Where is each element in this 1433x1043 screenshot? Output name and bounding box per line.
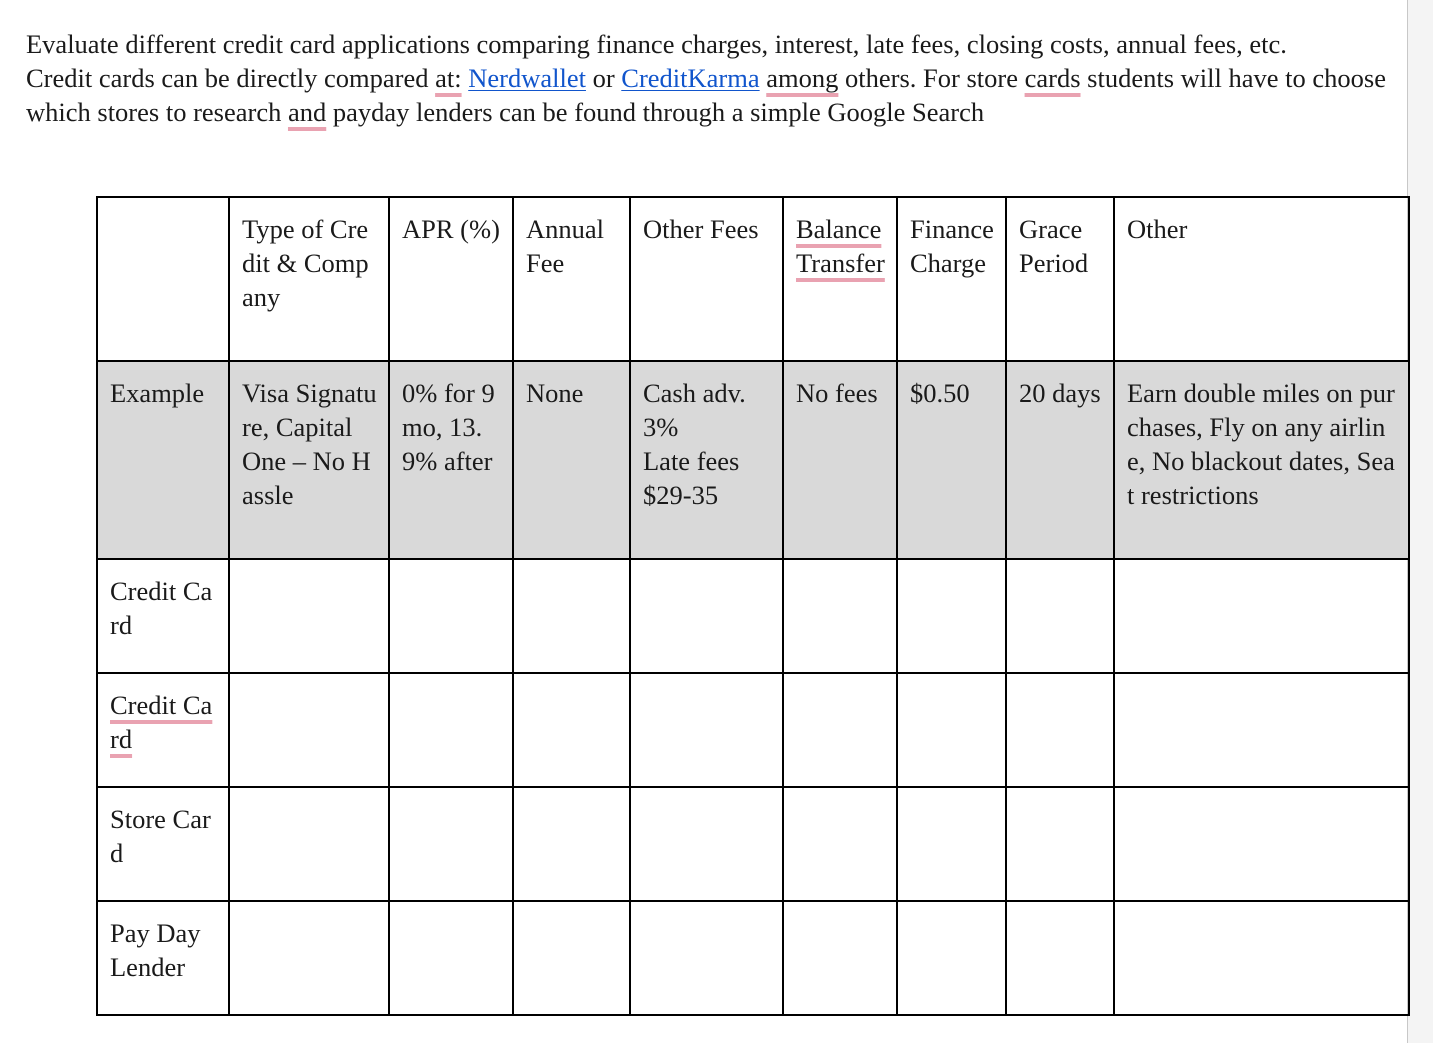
empty-cell[interactable]	[229, 559, 389, 673]
empty-cell[interactable]	[897, 559, 1006, 673]
empty-cell[interactable]	[513, 901, 630, 1015]
instructions-line-2	[26, 61, 1396, 129]
empty-cell[interactable]	[1006, 901, 1114, 1015]
header-cell-grace-period[interactable]: Grace Period	[1006, 197, 1114, 361]
empty-cell[interactable]	[229, 673, 389, 787]
row-label-cell[interactable]: Pay Day Lender	[97, 901, 229, 1015]
instructions-text	[26, 27, 1396, 129]
empty-cell[interactable]	[783, 787, 897, 901]
other-fees-line: Cash adv. 3%	[643, 378, 746, 442]
example-label-cell[interactable]: Example	[97, 361, 229, 559]
empty-cell[interactable]	[513, 559, 630, 673]
empty-cell[interactable]	[1006, 559, 1114, 673]
empty-cell[interactable]	[229, 787, 389, 901]
example-annual-fee-cell[interactable]: None	[513, 361, 630, 559]
empty-cell[interactable]	[783, 901, 897, 1015]
table-row-store-card	[97, 787, 1409, 901]
credit-comparison-table	[96, 196, 1410, 1016]
example-grace-period-cell[interactable]: 20 days	[1006, 361, 1114, 559]
table-row-credit-card-2	[97, 673, 1409, 787]
table-row-credit-card-1	[97, 559, 1409, 673]
spellcheck-word-balance-transfer: Balance Transfer	[796, 214, 885, 278]
header-cell-other[interactable]: Other	[1114, 197, 1409, 361]
table-header-row	[97, 197, 1409, 361]
header-cell-balance-transfer[interactable]	[783, 197, 897, 361]
text-segment: Credit cards can be directly compared	[26, 63, 436, 93]
table-row-pay-day-lender	[97, 901, 1409, 1015]
nerdwallet-link[interactable]: Nerdwallet	[468, 63, 586, 93]
empty-cell[interactable]	[630, 787, 783, 901]
header-cell-other-fees[interactable]: Other Fees	[630, 197, 783, 361]
row-label-cell[interactable]: Credit Card	[97, 559, 229, 673]
empty-cell[interactable]	[389, 673, 513, 787]
empty-cell[interactable]	[513, 787, 630, 901]
text-segment: students will have to choose which stores to research	[26, 63, 1386, 127]
spellcheck-word-at[interactable]: at:	[435, 63, 462, 93]
page-gutter	[1408, 0, 1433, 1043]
empty-cell[interactable]	[1114, 787, 1409, 901]
header-cell-type[interactable]: Type of Credit & Company	[229, 197, 389, 361]
text-segment: payday lenders can be found through a simple Google Search	[326, 97, 985, 127]
example-apr-cell[interactable]: 0% for 9 mo, 13.9% after	[389, 361, 513, 559]
empty-cell[interactable]	[1114, 559, 1409, 673]
header-cell-annual-fee[interactable]: Annual Fee	[513, 197, 630, 361]
spellcheck-word-among[interactable]: among	[766, 63, 839, 93]
example-other-cell[interactable]: Earn double miles on purchases, Fly on any airline, No blackout dates, Seat restrictions	[1114, 361, 1409, 559]
header-cell-finance-charge[interactable]: Finance Charge	[897, 197, 1006, 361]
header-cell-apr[interactable]: APR (%)	[389, 197, 513, 361]
header-cell-blank[interactable]	[97, 197, 229, 361]
empty-cell[interactable]	[229, 901, 389, 1015]
table-row-example	[97, 361, 1409, 559]
empty-cell[interactable]	[1006, 673, 1114, 787]
empty-cell[interactable]	[1114, 673, 1409, 787]
empty-cell[interactable]	[513, 673, 630, 787]
example-other-fees-cell[interactable]	[630, 361, 783, 559]
empty-cell[interactable]	[389, 787, 513, 901]
empty-cell[interactable]	[1114, 901, 1409, 1015]
empty-cell[interactable]	[630, 673, 783, 787]
row-label-cell[interactable]: Store Card	[97, 787, 229, 901]
empty-cell[interactable]	[783, 559, 897, 673]
spellcheck-word-and[interactable]: and	[287, 97, 327, 127]
example-balance-transfer-cell[interactable]: No fees	[783, 361, 897, 559]
spellcheck-row-label: Credit Card	[110, 690, 213, 754]
empty-cell[interactable]	[1006, 787, 1114, 901]
empty-cell[interactable]	[783, 673, 897, 787]
example-finance-charge-cell[interactable]: $0.50	[897, 361, 1006, 559]
creditkarma-link[interactable]: CreditKarma	[621, 63, 760, 93]
empty-cell[interactable]	[389, 901, 513, 1015]
example-type-cell[interactable]: Visa Signature, Capital One – No Hassle	[229, 361, 389, 559]
empty-cell[interactable]	[630, 559, 783, 673]
text-segment: others. For store	[838, 63, 1025, 93]
empty-cell[interactable]	[897, 787, 1006, 901]
spellcheck-word-cards[interactable]: cards	[1024, 63, 1081, 93]
other-fees-line: Late fees $29-35	[643, 446, 740, 510]
empty-cell[interactable]	[389, 559, 513, 673]
empty-cell[interactable]	[897, 901, 1006, 1015]
empty-cell[interactable]	[897, 673, 1006, 787]
empty-cell[interactable]	[630, 901, 783, 1015]
text-segment: or	[585, 63, 622, 93]
row-label-cell[interactable]	[97, 673, 229, 787]
instructions-line-1: Evaluate different credit card applications comparing finance charges, interest, late fees, closing costs, annual fees, etc.	[26, 29, 1287, 59]
